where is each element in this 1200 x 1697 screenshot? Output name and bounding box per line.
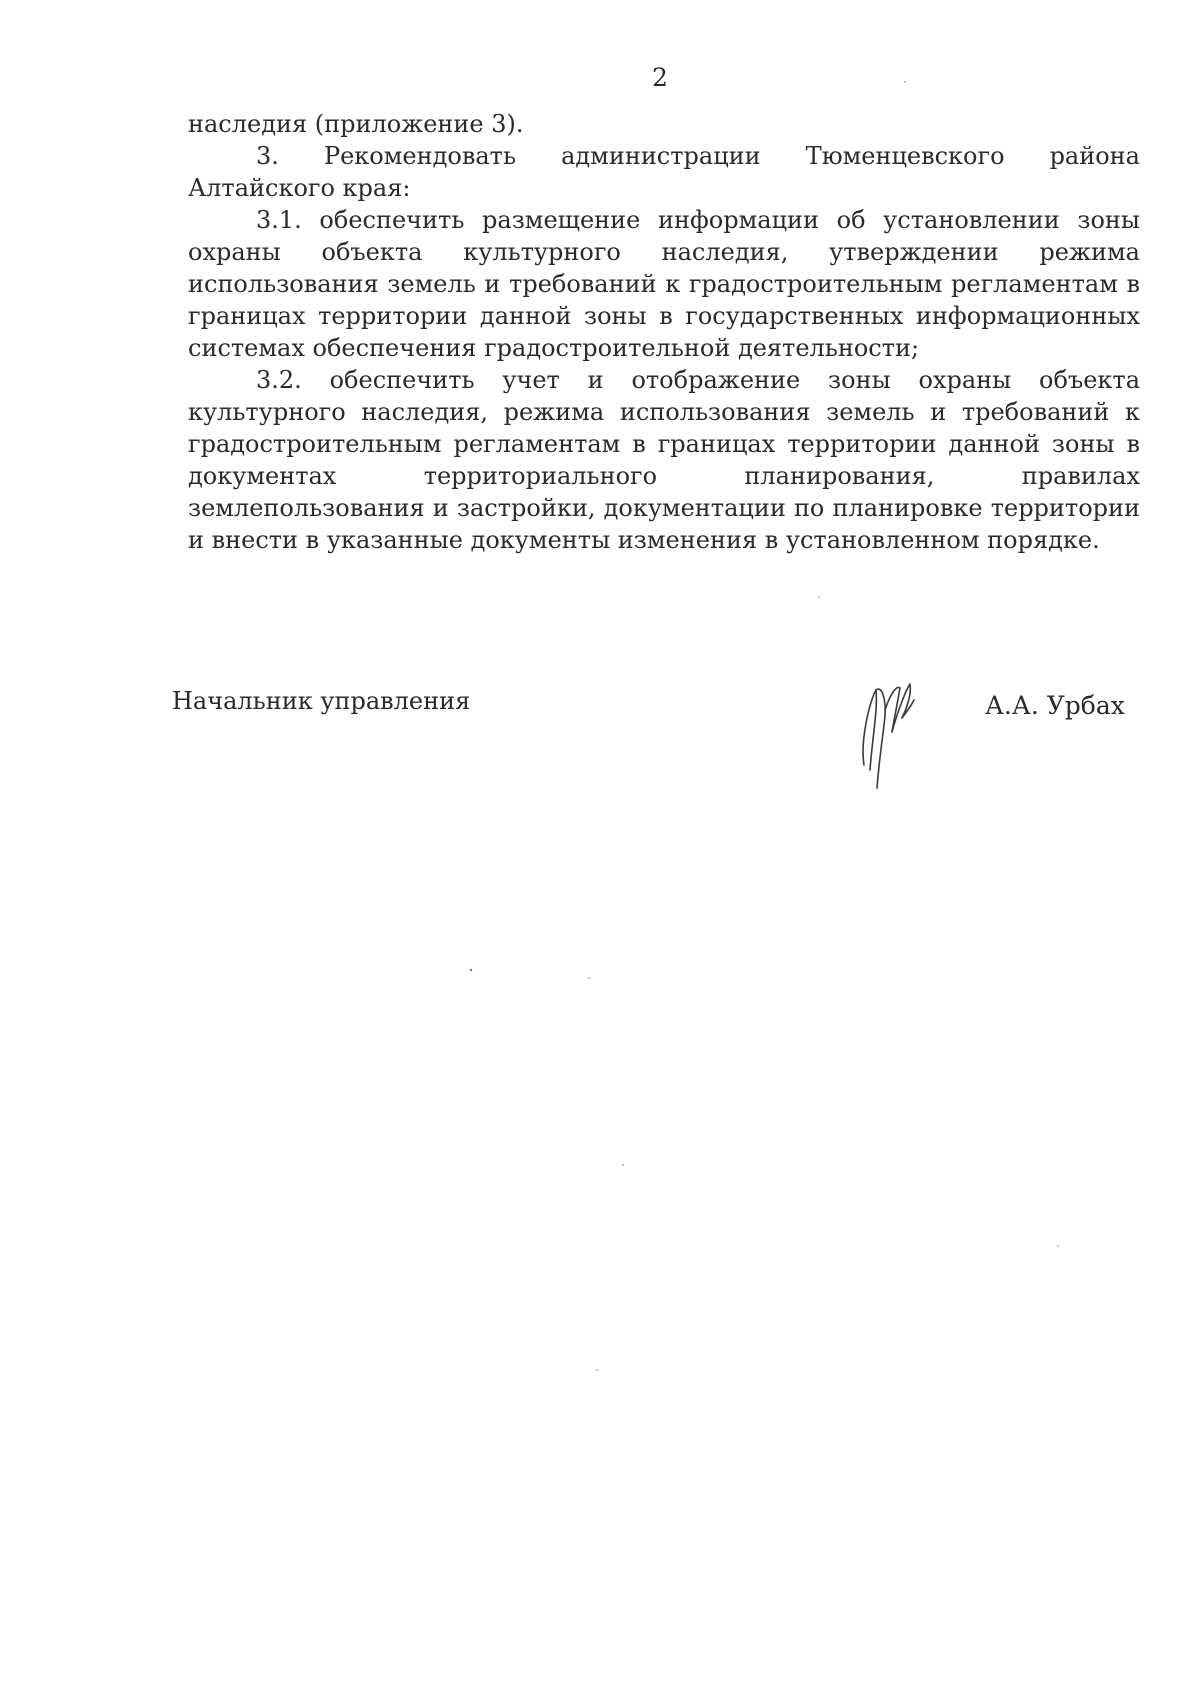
paragraph-item-3: 3. Рекомендовать администрации Тюменцевского района Алтайского края: [188, 142, 1140, 202]
paragraph-item-3-2: 3.2. обеспечить учет и отображение зоны охраны объекта культурного наследия, режима использования земель и требований к градостроительным регламентам в границах территории данной зоны в документах территориального планирования, правилах землепользования и застройки, документации по планировке территории и внести в указанные документы изменения в установленном порядке. [188, 366, 1140, 554]
paragraph-continuation: наследия (приложение 3). [188, 110, 524, 138]
page-number: 2 [652, 63, 668, 92]
signature-block [0, 680, 1200, 820]
signer-name: А.А. Урбах [985, 691, 1125, 720]
paragraph-item-3-1: 3.1. обеспечить размещение информации об установлении зоны охраны объекта культурного наследия, утверждении режима использования земель и требований к градостроительным регламентам в границах территории данной зоны в государственных информационных системах обеспечения градостроительной деятельности; [188, 206, 1140, 362]
signer-position: Начальник управления [172, 687, 471, 715]
handwritten-signature [852, 670, 932, 800]
document-body [188, 108, 1140, 556]
